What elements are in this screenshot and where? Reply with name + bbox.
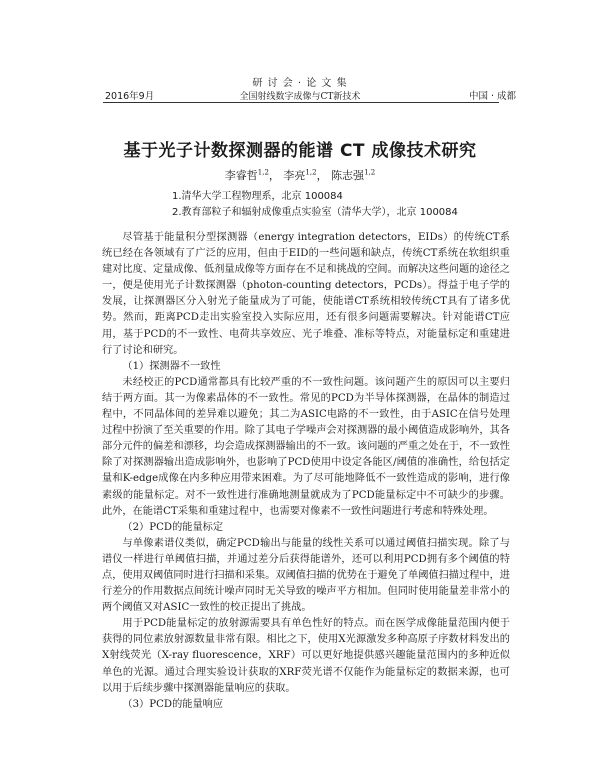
header-date: 2016年9月 — [105, 91, 155, 102]
author-name: 李睿哲 — [224, 169, 258, 182]
author-name: 陈志强 — [331, 169, 365, 182]
affiliation-1: 1.清华大学工程物理系，北京 100084 — [172, 191, 343, 202]
author-list: 李睿哲$^{1,2}$， 李亮$^{1,2}$， 陈志强$^{1,2}$ — [224, 168, 376, 182]
author-affil: 1,2 — [257, 168, 269, 177]
paper-body — [102, 230, 510, 713]
paper-title: 基于光子计数探测器的能谱 CT 成像技术研究 — [123, 141, 477, 161]
conference-name: 全国射线数字成像与CT新技术 — [239, 92, 361, 102]
body-paragraph: 未经校正的PCD通常都具有比较严重的不一致性问题。该问题产生的原因可以主要归结于两方面。其一为像素晶体的不一致性。常见的PCD为半导体探测器，在晶体的制造过程中，不同晶体间的差异难以避免；其二为ASIC电路的不一致性，由于ASIC在信号处理过程中扮演了至关重要的作用。除了其电子学噪声会对探测器的最小阈值造成影响外，其各部分元件的偏差和漂移，均会造成探测器输出的不一致。该问题的严重之处在于，不一致性除了对探测器输出造成影响外，也影响了PCD使用中设定各能区/阈值的准确性，给包括定量和K-edge成像在内多种应用带来困难。为了尽可能地降低不一致性造成的影响，进行像素级的能量标定。对不一致性进行准确地测量就成为了PCD能量标定中不可缺少的步骤。此外，在能谱CT采集和重建过程中，也需要对像素不一致性问题进行考虑和特殊处理。 — [102, 376, 510, 517]
proceedings-series: 研 讨 会 · 论 文 集 — [252, 78, 348, 89]
header-location: 中国 · 成都 — [468, 91, 516, 102]
affiliation-2: 2.教育部粒子和辐射成像重点实验室（清华大学），北京 100084 — [172, 207, 458, 218]
body-paragraph: 与单像素谱仪类似，确定PCD输出与能量的线性关系可以通过阈值扫描实现。除了与谱仪一样进行单阈值扫描，并通过差分后获得能谱外，还可以利用PCD拥有多个阈值的特点，使用双阈值同时进行扫描和采集。双阈值扫描的优势在于避免了单阈值扫描过程中，进行差分的作用数据点间统计噪声同时无关导致的噪声平方相加。但同时使用能量差非常小的两个阈值又对ASIC一致性的校正提出了挑战。 — [102, 537, 510, 614]
author-affil: 1,2 — [305, 168, 317, 177]
header-rule — [103, 102, 499, 103]
section-heading: （3）PCD的能量响应 — [122, 698, 224, 710]
body-paragraph: 用于PCD能量标定的放射源需要具有单色性好的特点。而在医学成像能量范围内便于获得的同位素放射源数量非常有限。相比之下，使用X光源激发多种高原子序数材料发出的X射线荧光（X-ray fluorescence，XRF）可以更好地提供感兴趣能量范围内的多种近似单色的光源。通过合理实验设计获取的XRF荧光谱不仅能作为能量标定的数据来源，也可以用于后续步骤中探测器能量响应的获取。 — [102, 618, 510, 694]
section-heading: （1）探测器不一致性 — [122, 360, 221, 372]
intro-paragraph: 尽管基于能量积分型探测器（energy integration detectors，EIDs）的传统CT系统已经在各领域有了广泛的应用，但由于EID的一些问题和缺点，传统CT系统在软组织重建对比度、定量成像、低剂量成像等方面存在不足和挑战的空间。而解决这些问题的途径之一，便是使用光子计数探测器（photon-counting detectors，PCDs）。得益于电子学的发展，让探测器区分入射光子能量成为了可能，使能谱CT系统相较传统CT具有了诸多优势。然而，距离PCD走出实验室投入实际应用，还有很多问题需要解决。针对能谱CT应用，基于PCD的不一致性、电荷共享效应、光子堆叠、准标等特点，对能量标定和重建进行了讨论和研究。 — [102, 232, 510, 356]
author-affil: 1,2 — [364, 168, 376, 177]
section-heading: （2）PCD的能量标定 — [122, 521, 224, 533]
author-name: 李亮 — [283, 169, 306, 182]
